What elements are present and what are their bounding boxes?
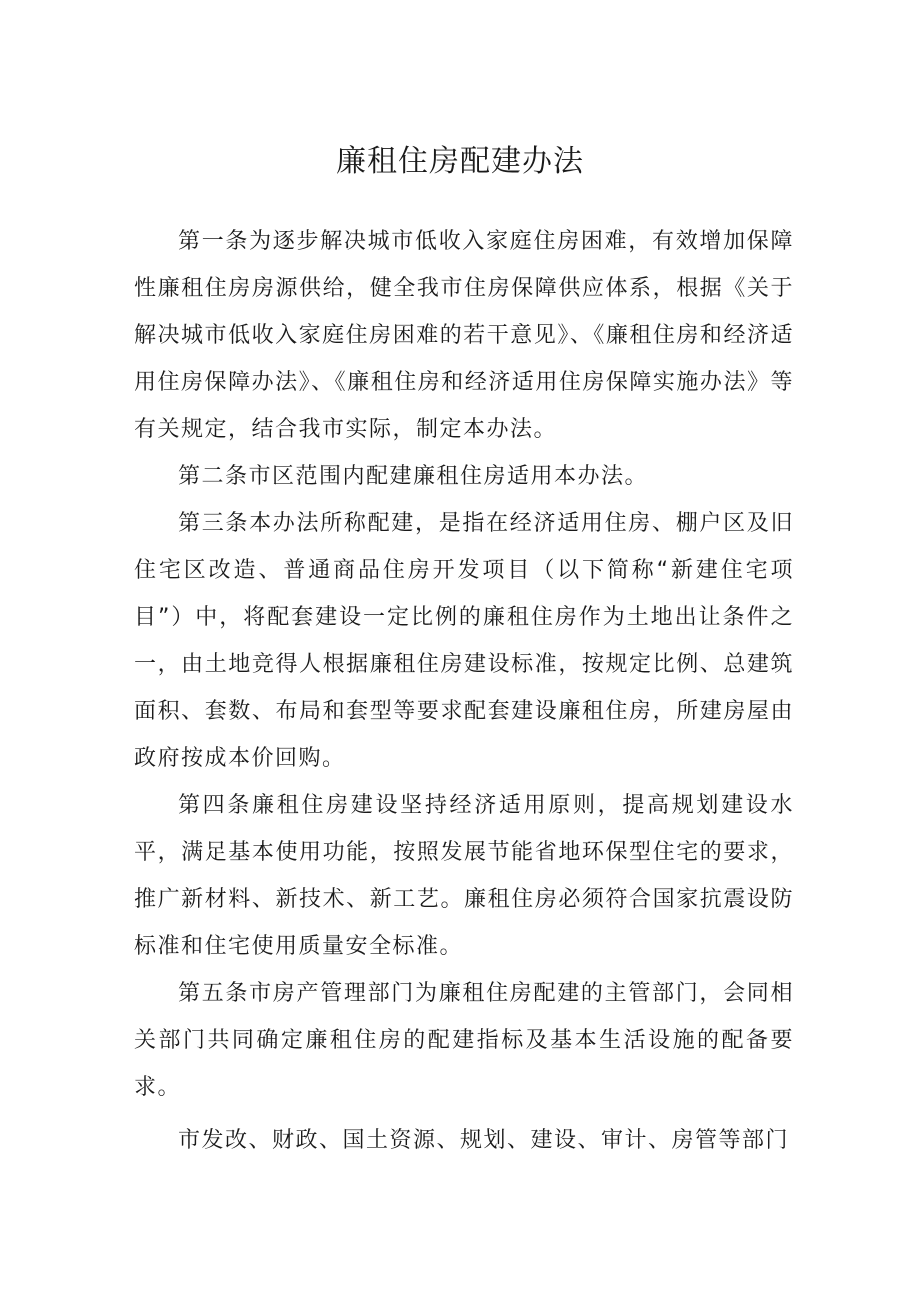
article-4-paragraph: 第四条廉租住房建设坚持经济适用原则，提高规划建设水平，满足基本使用功能，按照发展节能省地环保型住宅的要求，推广新材料、新技术、新工艺。廉租住房必须符合国家抗震设防标准和住宅使用质量安全标准。 xyxy=(134,793,794,959)
article-5-paragraph: 第五条市房产管理部门为廉租住房配建的主管部门，会同相关部门共同确定廉租住房的配建指标及基本生活设施的配备要求。 xyxy=(134,981,794,1100)
continuation-paragraph: 市发改、财政、国土资源、规划、建设、审计、房管等部门 xyxy=(178,1128,790,1153)
article-2-paragraph: 第二条市区范围内配建廉租住房适用本办法。 xyxy=(178,464,649,489)
article-1-paragraph: 第一条为逐步解决城市低收入家庭住房困难，有效增加保障性廉租住房房源供给，健全我市住房保障供应体系，根据《关于解决城市低收入家庭住房困难的若干意见》、《廉租住房和经济适用住房保障办法》、《廉租住房和经济适用住房保障实施办法》等有关规定，结合我市实际，制定本办法。 xyxy=(134,229,794,442)
document-title: 廉租住房配建办法 xyxy=(336,144,584,179)
article-3-paragraph: 第三条本办法所称配建，是指在经济适用住房、棚户区及旧住宅区改造、普通商品住房开发项目（以下简称“新建住宅项目”）中，将配套建设一定比例的廉租住房作为土地出让条件之一，由土地竞得人根据廉租住房建设标准，按规定比例、总建筑面积、套数、布局和套型等要求配套建设廉租住房，所建房屋由政府按成本价回购。 xyxy=(134,511,794,771)
document-body xyxy=(134,218,794,1164)
